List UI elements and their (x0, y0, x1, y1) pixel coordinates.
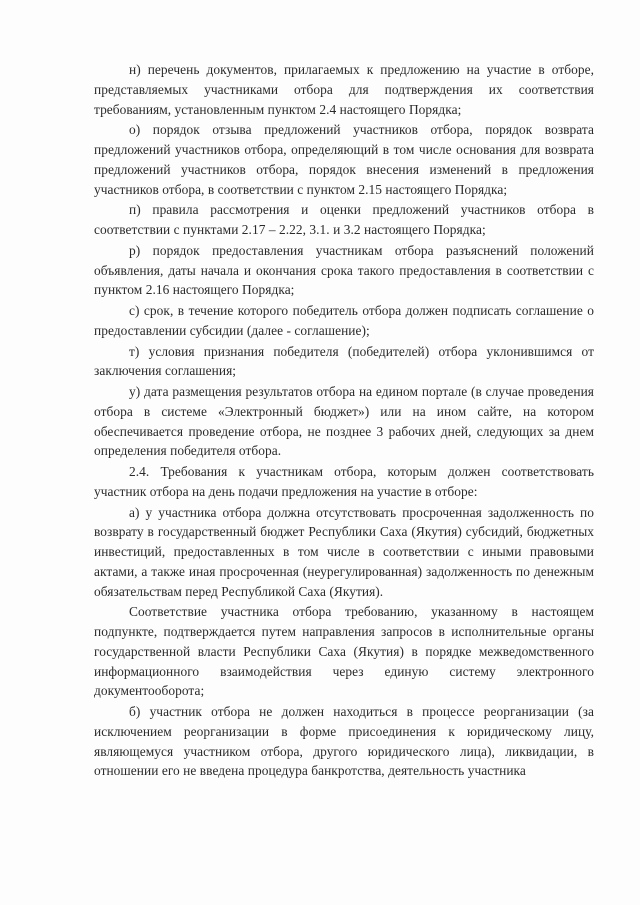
paragraph-t: т) условия признания победителя (победителей) отбора уклонившимся от заключения соглашения; (94, 343, 594, 379)
paragraph-compliance: Соответствие участника отбора требованию, указанному в настоящем подпункте, подтверждается путем направления запросов в исполнительные органы государственной власти Республики Саха (Якутия) в порядке межведомственного информационного взаимодействия через единую систему электронного документооборота; (94, 604, 594, 699)
paragraph-o: о) порядок отзыва предложений участников отбора, порядок возврата предложений участников отбора, определяющий в том числе основания для возврата предложений участников отбора, порядок внесения изменений в предложения участников отбора, в соответствии с пунктом 2.15 настоящего Порядка; (94, 122, 594, 197)
paragraph-b: б) участник отбора не должен находиться в процессе реорганизации (за исключением реорганизации в форме присоединения к юридическому лицу, являющемуся участником отбора, другого юридического лица), ликвидации, в отношении его не введена процедура банкротства, деятельность участника (94, 704, 594, 779)
paragraph-a: а) у участника отбора должна отсутствовать просроченная задолженность по возврату в государственный бюджет Республики Саха (Якутия) субсидий, бюджетных инвестиций, предоставленных в том числе в соответствии с иными правовыми актами, а также иная просроченная (неурегулированная) задолженность по денежным обязательствам перед Республикой Саха (Якутия). (94, 504, 594, 599)
paragraph-p: п) правила рассмотрения и оценки предложений участников отбора в соответствии с пунктами 2.17 – 2.22, 3.1. и 3.2 настоящего Порядка; (94, 202, 594, 237)
section-2-4-heading: 2.4. Требования к участникам отбора, которым должен соответствовать участник отбора на день подачи предложения на участие в отборе: (94, 464, 594, 499)
paragraph-s: с) срок, в течение которого победитель отбора должен подписать соглашение о предоставлении субсидии (далее - соглашение); (94, 303, 594, 338)
paragraph-n: н) перечень документов, прилагаемых к предложению на участие в отборе, представляемых участниками отбора для подтверждения их соответствия требованиям, установленным пунктом 2.4 настоящего Порядка; (94, 62, 594, 117)
paragraph-r: р) порядок предоставления участникам отбора разъяснений положений объявления, даты начала и окончания срока такого предоставления в соответствии с пунктом 2.16 настоящего Порядка; (94, 242, 594, 298)
paragraph-u: у) дата размещения результатов отбора на едином портале (в случае проведения отбора в системе «Электронный бюджет») или на ином сайте, на котором обеспечивается проведение отбора, не позднее 3 рабочих дней, следующих за днем определения победителя отбора. (94, 384, 594, 459)
document-body (94, 60, 594, 781)
